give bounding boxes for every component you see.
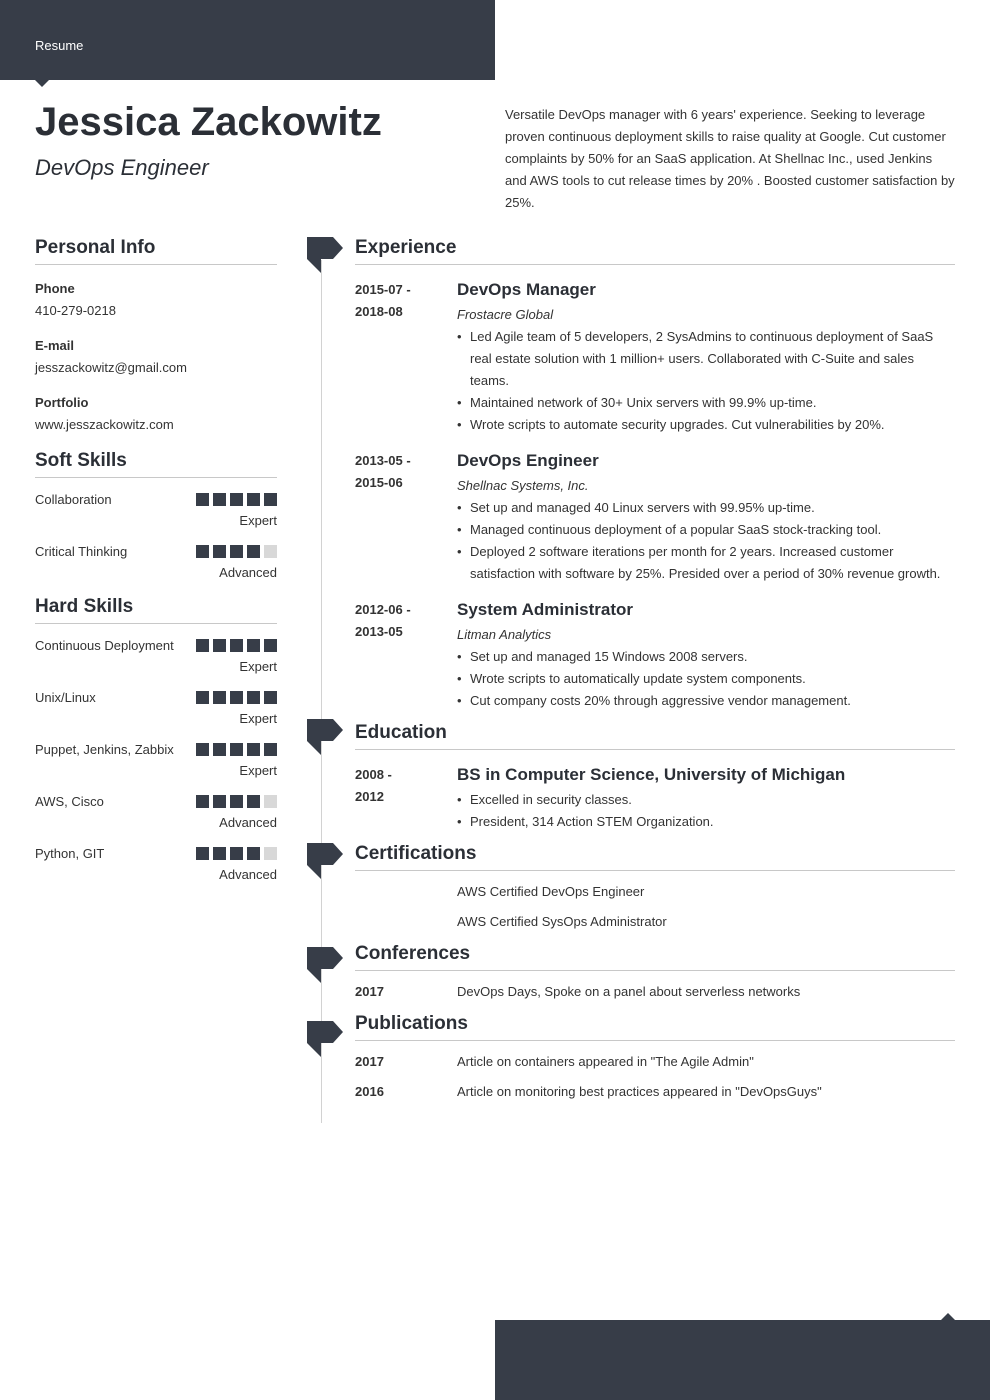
skill-rating [196,795,277,808]
skill-level: Expert [239,763,277,778]
rating-square-filled [213,493,226,506]
rating-square-filled [230,493,243,506]
skill-name: Critical Thinking [35,544,128,559]
personal-info-item [35,335,277,379]
entry-body [457,764,955,833]
rating-square-filled [213,545,226,558]
entry-date [355,450,457,585]
personal-info-item [35,278,277,322]
bullet-item: • Cut company costs 20% through aggressive vendor management. [457,690,955,712]
skill-name: Collaboration [35,492,112,507]
education-section [355,722,955,833]
left-column [35,237,277,898]
publication-item [355,1081,955,1103]
email-label: E-mail [35,338,75,353]
bullet-item: • President, 314 Action STEM Organization. [457,811,955,833]
bullet-item: • Deployed 2 software iterations per month for 2 years. Increased customer satisfaction with software by 25%. Presided over a period of 30% revenue growth. [457,541,955,585]
conferences-section [355,943,955,1003]
rating-square-filled [196,691,209,704]
footer-banner [495,1320,990,1400]
experience-flag-icon [307,237,343,273]
rating-square-filled [213,691,226,704]
candidate-name: Jessica Zackowitz [35,100,382,144]
entry-date [355,599,457,712]
rating-square-filled [247,493,260,506]
email-value: jesszackowitz@gmail.com [35,360,187,375]
rating-square-empty [264,847,277,860]
publications-section [355,1013,955,1103]
date-end: 2018-08 [355,304,403,319]
bullet-item: • Wrote scripts to automatically update system components. [457,668,955,690]
footer-notch [941,1313,955,1320]
item-text: DevOps Days, Spoke on a panel about serverless networks [457,984,801,999]
bullet-item: • Set up and managed 15 Windows 2008 servers. [457,646,955,668]
rating-square-filled [230,545,243,558]
rating-square-filled [264,691,277,704]
item-date [355,881,457,903]
personal-info-item [35,392,277,436]
rating-square-filled [247,795,260,808]
personal-info-heading: Personal Info [35,237,277,265]
degree-title: BS in Computer Science, University of Michigan [457,765,846,784]
skill-item [35,687,277,728]
entry-body [457,599,955,712]
certifications-section [355,843,955,933]
hard-skills-section [35,596,277,884]
education-entry [355,764,955,833]
skill-rating [196,639,277,652]
skill-rating [196,743,277,756]
portfolio-value: www.jesszackowitz.com [35,417,174,432]
bullet-item: • Maintained network of 30+ Unix servers with 99.9% up-time. [457,392,955,414]
rating-square-filled [196,639,209,652]
rating-square-filled [247,847,260,860]
date-start: 2015-07 - [355,282,411,297]
bullet-list [457,646,955,712]
date-end: 2015-06 [355,475,403,490]
skill-name: Python, GIT [35,846,105,861]
skill-level: Expert [239,513,277,528]
entry-body [457,279,955,436]
item-text: Article on monitoring best practices appeared in "DevOpsGuys" [457,1084,822,1099]
date-start: 2012-06 - [355,602,411,617]
date-start: 2008 - [355,767,392,782]
skill-item [35,739,277,780]
item-text: Article on containers appeared in "The Agile Admin" [457,1054,754,1069]
skill-item [35,635,277,676]
publications-flag-icon [307,1021,343,1057]
candidate-title: DevOps Engineer [35,155,209,180]
bullet-item: • Set up and managed 40 Linux servers with 99.95% up-time. [457,497,955,519]
conference-item [355,981,955,1003]
experience-entry [355,450,955,585]
hard-skills-heading: Hard Skills [35,596,277,624]
publications-heading: Publications [355,1013,955,1041]
skill-item [35,843,277,884]
item-date: 2017 [355,1054,384,1069]
date-end: 2012 [355,789,384,804]
certifications-flag-icon [307,843,343,879]
rating-square-filled [213,847,226,860]
experience-section [355,237,955,712]
skill-rating [196,493,277,506]
skill-level: Expert [239,659,277,674]
rating-square-filled [247,691,260,704]
banner-notch [35,80,49,87]
skill-level: Expert [239,711,277,726]
entry-date [355,279,457,436]
timeline-line [321,260,322,1123]
bullet-item: • Led Agile team of 5 developers, 2 SysAdmins to continuous deployment of SaaS real estate solution with 1 million+ users. Collaborated with C-Suite and sales teams. [457,326,955,392]
experience-heading: Experience [355,237,955,265]
item-date [355,911,457,933]
phone-label: Phone [35,281,75,296]
rating-square-filled [264,493,277,506]
date-end: 2013-05 [355,624,403,639]
rating-square-empty [264,795,277,808]
bullet-item: • Managed continuous deployment of a popular SaaS stock-tracking tool. [457,519,955,541]
company-name: Shellnac Systems, Inc. [457,478,589,493]
item-date: 2016 [355,1084,384,1099]
conferences-heading: Conferences [355,943,955,971]
skill-rating [196,545,277,558]
rating-square-filled [230,743,243,756]
portfolio-label: Portfolio [35,395,89,410]
skill-level: Advanced [219,867,277,882]
rating-square-filled [196,493,209,506]
skill-item [35,791,277,832]
education-flag-icon [307,719,343,755]
rating-square-filled [247,545,260,558]
skill-name: Unix/Linux [35,690,96,705]
personal-info-section [35,237,277,436]
rating-square-filled [213,795,226,808]
conferences-flag-icon [307,947,343,983]
job-title: DevOps Engineer [457,451,599,470]
rating-square-filled [230,847,243,860]
rating-square-filled [196,795,209,808]
rating-square-filled [247,639,260,652]
publication-item [355,1051,955,1073]
job-title: DevOps Manager [457,280,596,299]
skill-item [35,489,277,530]
experience-entry [355,599,955,712]
certification-item [355,881,955,903]
rating-square-filled [213,743,226,756]
bullet-list [457,326,955,436]
rating-square-filled [196,847,209,860]
company-name: Frostacre Global [457,307,554,322]
rating-square-filled [230,795,243,808]
experience-entry [355,279,955,436]
skill-level: Advanced [219,565,277,580]
phone-value: 410-279-0218 [35,303,116,318]
certifications-heading: Certifications [355,843,955,871]
skill-rating [196,691,277,704]
education-heading: Education [355,722,955,750]
rating-square-empty [264,545,277,558]
rating-square-filled [213,639,226,652]
rating-square-filled [230,639,243,652]
job-title: System Administrator [457,600,634,619]
skill-item [35,541,277,582]
rating-square-filled [247,743,260,756]
bullet-item: • Excelled in security classes. [457,789,955,811]
resume-label: Resume [35,38,84,53]
bullet-list [457,789,955,833]
soft-skills-heading: Soft Skills [35,450,277,478]
bullet-list [457,497,955,585]
item-text: AWS Certified DevOps Engineer [457,884,645,899]
profile-summary: Versatile DevOps manager with 6 years' experience. Seeking to leverage proven continuous deployment skills to raise quality at Google. Cut customer complaints by 50% for an SaaS application. At Shellnac Inc., used Jenkins and AWS tools to cut release times by 20% . Boosted customer satisfaction by 25%. [505,107,955,210]
skill-level: Advanced [219,815,277,830]
rating-square-filled [230,691,243,704]
item-text: AWS Certified SysOps Administrator [457,914,667,929]
skill-name: Continuous Deployment [35,638,174,653]
company-name: Litman Analytics [457,627,552,642]
header-banner [0,0,495,80]
item-date: 2017 [355,984,384,999]
rating-square-filled [196,545,209,558]
entry-date [355,764,457,833]
skill-name: AWS, Cisco [35,794,104,809]
rating-square-filled [196,743,209,756]
entry-body [457,450,955,585]
right-column [355,237,955,1113]
skill-name: Puppet, Jenkins, Zabbix [35,742,174,757]
soft-skills-section [35,450,277,582]
date-start: 2013-05 - [355,453,411,468]
rating-square-filled [264,743,277,756]
certification-item [355,911,955,933]
skill-rating [196,847,277,860]
rating-square-filled [264,639,277,652]
bullet-item: • Wrote scripts to automate security upgrades. Cut vulnerabilities by 20%. [457,414,955,436]
